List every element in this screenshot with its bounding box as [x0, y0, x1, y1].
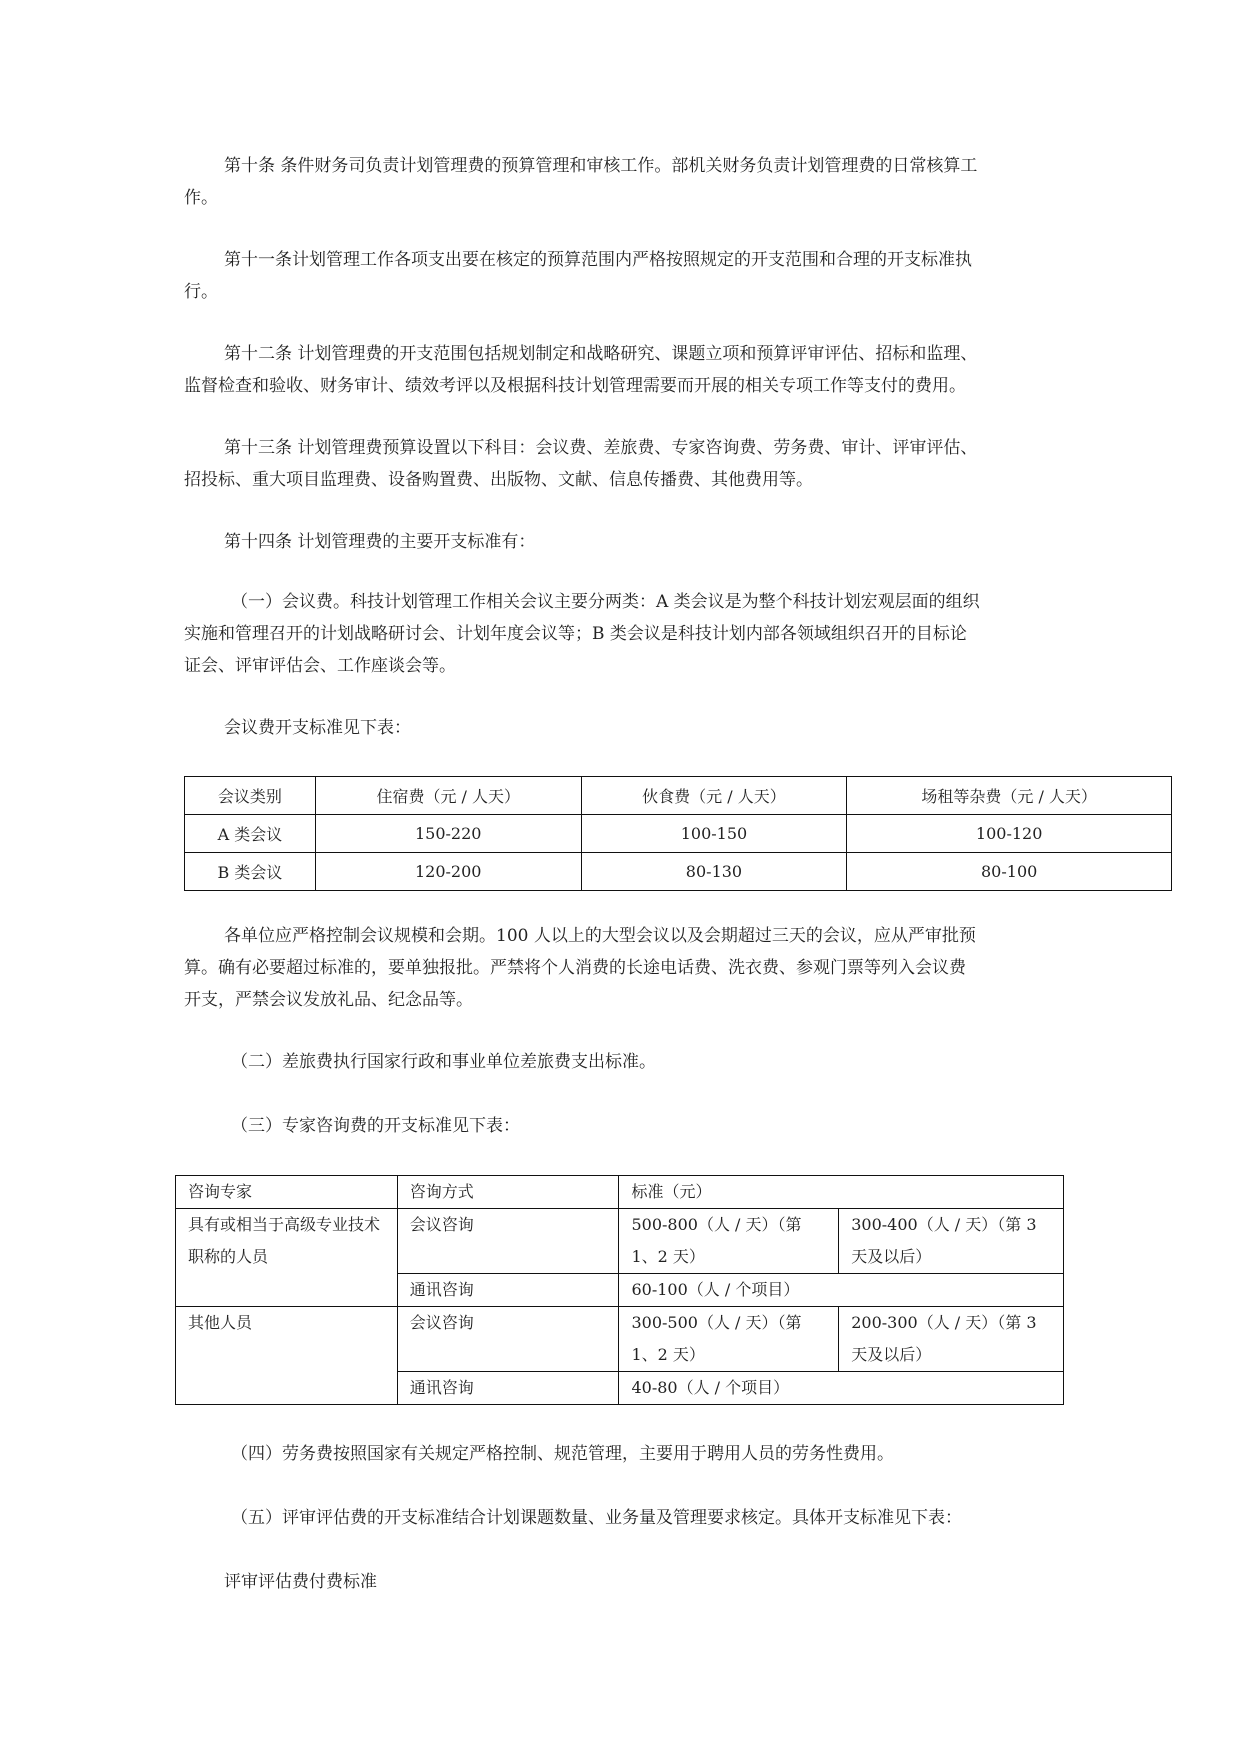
paragraph-line: 第十二条 计划管理费的开支范围包括规划制定和战略研究、课题立项和预算评审评估、招标和监理、 — [224, 344, 978, 364]
paragraph-item-5-review-fee — [184, 1502, 1056, 1534]
paragraph-line: 算。确有必要超过标准的，要单独报批。严禁将个人消费的长途电话费、洗衣费、参观门票等列入会议费 — [184, 958, 966, 978]
paragraph-item-1-meeting-fee — [184, 586, 1056, 682]
paragraph-line: 实施和管理召开的计划战略研讨会、计划年度会议等；B 类会议是科技计划内部各领域组织召开的目标论 — [184, 624, 967, 644]
meeting-fee-table — [184, 776, 1172, 891]
paragraph-line: 第十四条 计划管理费的主要开支标准有： — [224, 532, 536, 552]
paragraph-article-14 — [184, 526, 1056, 558]
expert-consultation-fee-table — [175, 1175, 1064, 1405]
table-cell: 300-400（人 / 天）（第 3 天及以后） — [839, 1209, 1064, 1274]
table-row — [176, 1307, 1064, 1372]
paragraph-meeting-note — [184, 920, 1056, 1016]
paragraph-line: （一）会议费。科技计划管理工作相关会议主要分两类：A 类会议是为整个科技计划宏观层面的组织 — [231, 592, 980, 612]
paragraph-line: （四）劳务费按照国家有关规定严格控制、规范管理，主要用于聘用人员的劳务性费用。 — [231, 1444, 894, 1464]
paragraph-article-10 — [184, 150, 1056, 214]
table-cell: A 类会议 — [185, 815, 316, 853]
table-cell: 通讯咨询 — [397, 1274, 619, 1307]
paragraph-line: 第十三条 计划管理费预算设置以下科目：会议费、差旅费、专家咨询费、劳务费、审计、评审评估、 — [224, 438, 978, 458]
table-header-cell: 咨询专家 — [176, 1176, 398, 1209]
table-header-row — [176, 1176, 1064, 1209]
table-header-cell: 会议类别 — [185, 777, 316, 815]
paragraph-line: 招投标、重大项目监理费、设备购置费、出版物、文献、信息传播费、其他费用等。 — [184, 470, 813, 490]
table-cell: 100-120 — [847, 815, 1172, 853]
table-row — [185, 853, 1172, 891]
table-cell: 100-150 — [581, 815, 847, 853]
table-cell: 具有或相当于高级专业技术职称的人员 — [176, 1209, 398, 1307]
paragraph-line: （五）评审评估费的开支标准结合计划课题数量、业务量及管理要求核定。具体开支标准见下表： — [231, 1508, 962, 1528]
table-cell: 会议咨询 — [397, 1209, 619, 1274]
paragraph-line: 各单位应严格控制会议规模和会期。100 人以上的大型会议以及会期超过三天的会议，应从严审批预 — [224, 926, 976, 946]
table-cell: 80-130 — [581, 853, 847, 891]
table-cell: 500-800（人 / 天）（第 1、2 天） — [619, 1209, 839, 1274]
paragraph-line: 会议费开支标准见下表： — [224, 718, 411, 738]
table-row — [185, 815, 1172, 853]
paragraph-line: 作。 — [184, 188, 218, 208]
paragraph-line: 第十条 条件财务司负责计划管理费的预算管理和审核工作。部机关财务负责计划管理费的日常核算工 — [224, 156, 978, 176]
table-cell: 通讯咨询 — [397, 1372, 619, 1405]
table-header-cell: 住宿费（元 / 人天） — [315, 777, 581, 815]
paragraph-line: 评审评估费付费标准 — [224, 1572, 377, 1592]
table-cell: 60-100（人 / 个项目） — [619, 1274, 1064, 1307]
paragraph-article-13 — [184, 432, 1056, 496]
table-cell: 80-100 — [847, 853, 1172, 891]
table-header-cell: 咨询方式 — [397, 1176, 619, 1209]
table-cell: 200-300（人 / 天）（第 3 天及以后） — [839, 1307, 1064, 1372]
table-cell: B 类会议 — [185, 853, 316, 891]
paragraph-line: 开支，严禁会议发放礼品、纪念品等。 — [184, 990, 473, 1010]
paragraph-line: 证会、评审评估会、工作座谈会等。 — [184, 656, 456, 676]
table-cell: 300-500（人 / 天）（第 1、2 天） — [619, 1307, 839, 1372]
paragraph-item-4-labor-fee — [184, 1438, 1056, 1470]
table-header-cell: 伙食费（元 / 人天） — [581, 777, 847, 815]
paragraph-item-2-travel-fee — [184, 1046, 1056, 1078]
table-header-cell: 标准（元） — [619, 1176, 1064, 1209]
paragraph-line: （三）专家咨询费的开支标准见下表： — [231, 1116, 520, 1136]
paragraph-article-12 — [184, 338, 1056, 402]
table-cell: 会议咨询 — [397, 1307, 619, 1372]
table-row — [176, 1209, 1064, 1274]
paragraph-line: （二）差旅费执行国家行政和事业单位差旅费支出标准。 — [231, 1052, 656, 1072]
paragraph-article-11 — [184, 244, 1056, 308]
paragraph-meeting-table-intro — [184, 712, 1056, 744]
paragraph-line: 监督检查和验收、财务审计、绩效考评以及根据科技计划管理需要而开展的相关专项工作等支付的费用。 — [184, 376, 966, 396]
paragraph-line: 行。 — [184, 282, 218, 302]
table-cell: 120-200 — [315, 853, 581, 891]
paragraph-line: 第十一条计划管理工作各项支出要在核定的预算范围内严格按照规定的开支范围和合理的开支标准执 — [224, 250, 972, 270]
table-header-row — [185, 777, 1172, 815]
paragraph-review-fee-title — [184, 1566, 1056, 1598]
table-header-cell: 场租等杂费（元 / 人天） — [847, 777, 1172, 815]
table-cell: 其他人员 — [176, 1307, 398, 1405]
table-cell: 150-220 — [315, 815, 581, 853]
table-cell: 40-80（人 / 个项目） — [619, 1372, 1064, 1405]
paragraph-item-3-expert-fee — [184, 1110, 1056, 1142]
